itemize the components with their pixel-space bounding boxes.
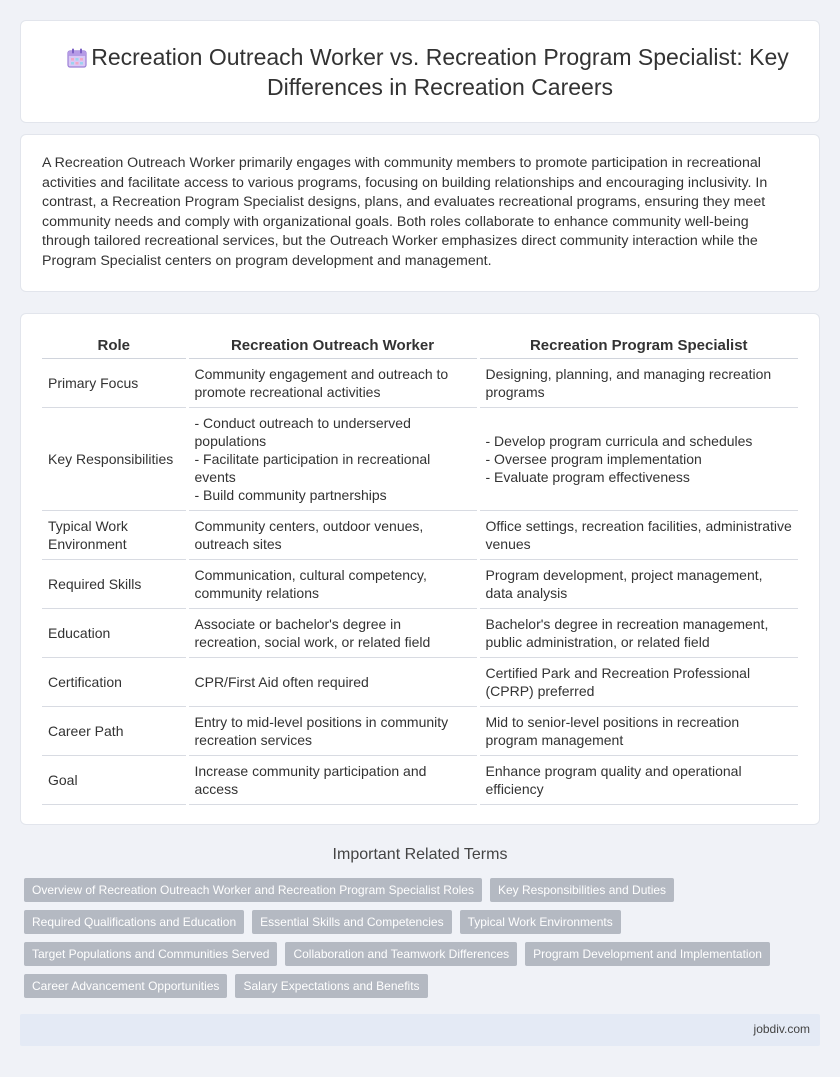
table-row <box>42 358 798 407</box>
table-row <box>42 407 798 510</box>
table-row <box>42 510 798 559</box>
outreach-cell: Increase community participation and access <box>187 755 478 804</box>
comparison-table-card <box>20 313 820 825</box>
related-term-tag[interactable]: Program Development and Implementation <box>525 942 770 966</box>
table-row <box>42 608 798 657</box>
related-term-tag[interactable]: Key Responsibilities and Duties <box>490 878 674 902</box>
specialist-cell: - Develop program curricula and schedules - Oversee program implementation - Evaluate program effectiveness <box>478 407 798 510</box>
specialist-cell: Program development, project management, data analysis <box>478 559 798 608</box>
page-title: Recreation Outreach Worker vs. Recreation Program Specialist: Key Differences in Recreation Careers <box>91 43 789 100</box>
intro-card <box>20 134 820 292</box>
footer <box>20 1014 820 1046</box>
footer-site-link[interactable]: jobdiv.com <box>753 1022 810 1036</box>
related-terms-heading: Important Related Terms <box>332 846 508 863</box>
related-term-tag[interactable]: Typical Work Environments <box>460 910 621 934</box>
row-label: Primary Focus <box>42 358 187 407</box>
header-outreach-worker: Recreation Outreach Worker <box>187 332 478 358</box>
intro-paragraph: A Recreation Outreach Worker primarily engages with community members to promote participation in recreational activities and facilitate access to various programs, focusing on building relationships and encouraging inclusivity. In contrast, a Recreation Program Specialist designs, plans, and evaluates recreational programs, ensuring they meet community needs and comply with organizational goals. Both roles collaborate to enhance community well-being through tailored recreational services, but the Outreach Worker emphasizes direct community interaction while the Program Specialist centers on program development and management. <box>42 155 768 269</box>
header-role: Role <box>42 332 187 358</box>
outreach-cell: Entry to mid-level positions in community recreation services <box>187 706 478 755</box>
row-label: Required Skills <box>42 559 187 608</box>
related-term-tag[interactable]: Overview of Recreation Outreach Worker and Recreation Program Specialist Roles <box>24 878 482 902</box>
header-program-specialist: Recreation Program Specialist <box>478 332 798 358</box>
row-label: Education <box>42 608 187 657</box>
related-term-tag[interactable]: Essential Skills and Competencies <box>252 910 451 934</box>
specialist-cell: Mid to senior-level positions in recreation program management <box>478 706 798 755</box>
table-row <box>42 755 798 804</box>
specialist-cell: Office settings, recreation facilities, administrative venues <box>478 510 798 559</box>
specialist-cell: Designing, planning, and managing recreation programs <box>478 358 798 407</box>
related-term-tag[interactable]: Career Advancement Opportunities <box>24 974 227 998</box>
outreach-cell: CPR/First Aid often required <box>187 657 478 706</box>
specialist-cell: Certified Park and Recreation Professional (CPRP) preferred <box>478 657 798 706</box>
row-label: Goal <box>42 755 187 804</box>
row-label: Career Path <box>42 706 187 755</box>
specialist-cell: Bachelor's degree in recreation management, public administration, or related field <box>478 608 798 657</box>
related-term-tag[interactable]: Target Populations and Communities Served <box>24 942 277 966</box>
comparison-table <box>42 332 798 805</box>
table-row <box>42 657 798 706</box>
table-header-row <box>42 332 798 358</box>
outreach-cell: Community centers, outdoor venues, outreach sites <box>187 510 478 559</box>
outreach-cell: Community engagement and outreach to promote recreational activities <box>187 358 478 407</box>
outreach-cell: Associate or bachelor's degree in recreation, social work, or related field <box>187 608 478 657</box>
row-label: Key Responsibilities <box>42 407 187 510</box>
outreach-cell: - Conduct outreach to underserved populations - Facilitate participation in recreational events - Build community partnerships <box>187 407 478 510</box>
table-row <box>42 559 798 608</box>
table-row <box>42 706 798 755</box>
row-label: Typical Work Environment <box>42 510 187 559</box>
outreach-cell: Communication, cultural competency, community relations <box>187 559 478 608</box>
specialist-cell: Enhance program quality and operational efficiency <box>478 755 798 804</box>
title-card <box>20 20 820 123</box>
related-term-tag[interactable]: Required Qualifications and Education <box>24 910 244 934</box>
row-label: Certification <box>42 657 187 706</box>
related-terms-list <box>24 878 804 1006</box>
related-term-tag[interactable]: Collaboration and Teamwork Differences <box>285 942 517 966</box>
related-term-tag[interactable]: Salary Expectations and Benefits <box>235 974 427 998</box>
